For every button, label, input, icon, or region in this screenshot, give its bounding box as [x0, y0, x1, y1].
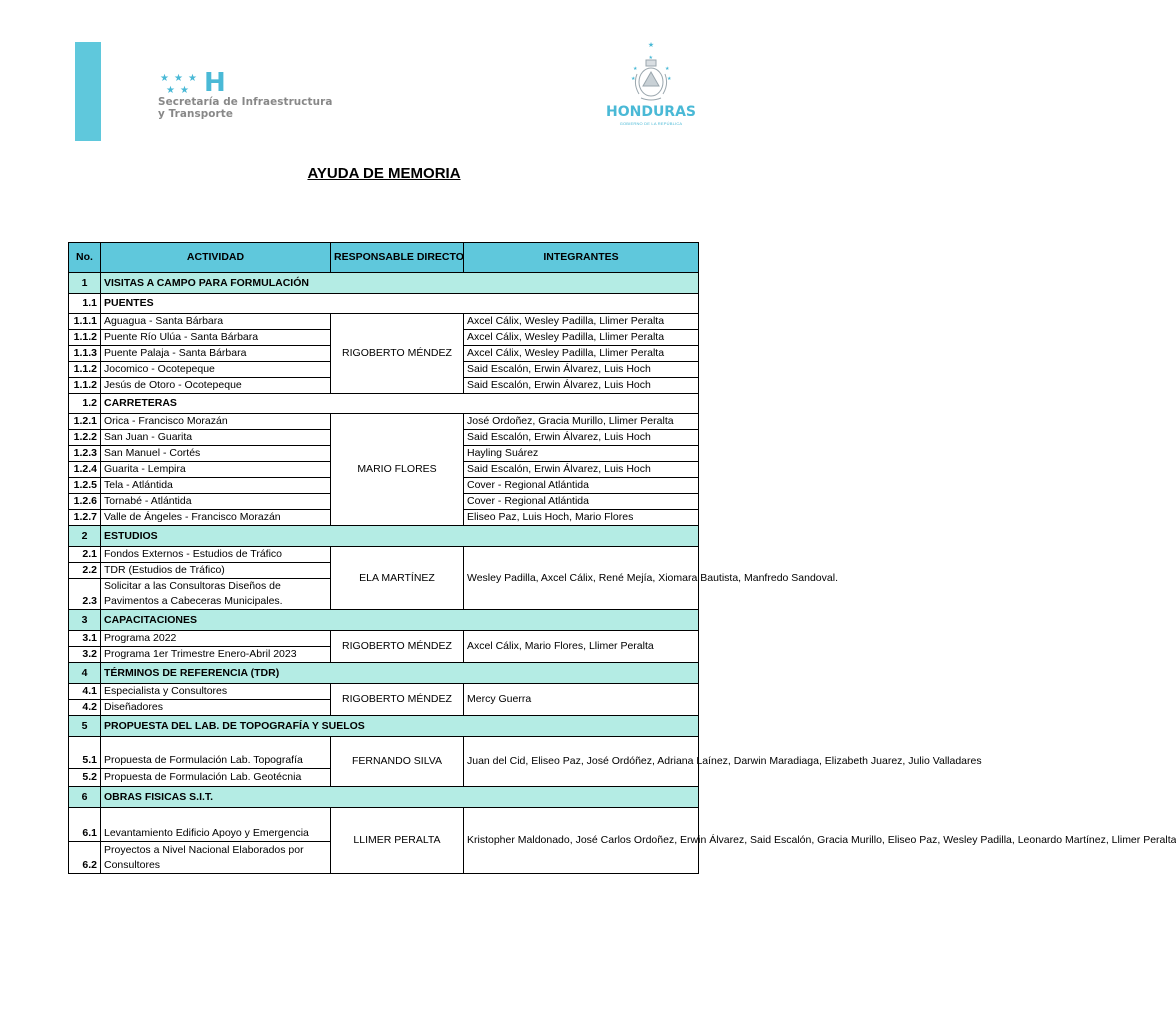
svg-text:★: ★ [633, 66, 638, 72]
col-header-no: No. [69, 243, 101, 273]
row-actividad: Puente Río Ulúa - Santa Bárbara [101, 330, 331, 346]
row-actividad: Jesús de Otoro - Ocotepeque [101, 378, 331, 394]
row-number [69, 579, 101, 595]
row-actividad: Diseñadores [101, 700, 331, 716]
row-integrantes: Said Escalón, Erwin Álvarez, Luis Hoch [464, 462, 699, 478]
honduras-wordmark: HONDURAS [605, 104, 697, 120]
row-responsable: RIGOBERTO MÉNDEZ [331, 631, 464, 663]
svg-text:★: ★ [631, 76, 636, 82]
row-actividad: Levantamiento Edificio Apoyo y Emergencia [101, 808, 331, 842]
section-title: TÉRMINOS DE REFERENCIA (TDR) [101, 663, 699, 684]
section-number: 1 [69, 273, 101, 294]
row-actividad [101, 842, 331, 874]
row-number: 4.2 [69, 700, 101, 716]
table-row [69, 414, 699, 430]
col-header-responsable: RESPONSABLE DIRECTO [331, 243, 464, 273]
sit-logo [158, 70, 388, 122]
row-actividad: San Manuel - Cortés [101, 446, 331, 462]
table-row [69, 631, 699, 647]
row-actividad: Tornabé - Atlántida [101, 494, 331, 510]
row-actividad: Jocomico - Ocotepeque [101, 362, 331, 378]
row-number: 1.2.7 [69, 510, 101, 526]
row-number: 3.2 [69, 647, 101, 663]
coat-of-arms-icon [629, 54, 673, 104]
table-row [69, 737, 699, 769]
section-number: 5 [69, 716, 101, 737]
section-title: VISITAS A CAMPO PARA FORMULACIÓN [101, 273, 699, 294]
section-title: OBRAS FISICAS S.I.T. [101, 787, 699, 808]
row-actividad: Programa 1er Trimestre Enero-Abril 2023 [101, 647, 331, 663]
row-number: 2.2 [69, 563, 101, 579]
row-number: 3.1 [69, 631, 101, 647]
table-row [69, 547, 699, 563]
row-actividad: Fondos Externos - Estudios de Tráfico [101, 547, 331, 563]
row-responsable: FERNANDO SILVA [331, 737, 464, 787]
section-row [69, 716, 699, 737]
row-integrantes: Axcel Cálix, Mario Flores, Llimer Peralta [464, 631, 699, 663]
row-responsable: MARIO FLORES [331, 414, 464, 526]
sit-logo-line2: y Transporte [158, 108, 233, 120]
row-actividad: San Juan - Guarita [101, 430, 331, 446]
subsection-row [69, 294, 699, 314]
row-number: 1.2.3 [69, 446, 101, 462]
row-number: 1.2.4 [69, 462, 101, 478]
row-integrantes: Axcel Cálix, Wesley Padilla, Llimer Peralta [464, 346, 699, 362]
row-number: 6.2 [69, 842, 101, 874]
row-responsable: RIGOBERTO MÉNDEZ [331, 314, 464, 394]
row-actividad: Propuesta de Formulación Lab. Topografía [101, 737, 331, 769]
hn-star-icon: ★ [647, 42, 655, 49]
row-number: 5.1 [69, 737, 101, 769]
section-row [69, 663, 699, 684]
row-number: 1.1.2 [69, 378, 101, 394]
section-number: 4 [69, 663, 101, 684]
row-number: 2.3 [69, 594, 101, 610]
sit-h-letter: H [204, 68, 226, 98]
row-number: 1.2.6 [69, 494, 101, 510]
section-row [69, 787, 699, 808]
row-integrantes: Wesley Padilla, Axcel Cálix, René Mejía, Xiomara Bautista, Manfredo Sandoval. [464, 547, 699, 610]
row-number: 4.1 [69, 684, 101, 700]
row-integrantes: Mercy Guerra [464, 684, 699, 716]
subsection-title: CARRETERAS [101, 394, 699, 414]
sit-stars-icon: ★ ★ ★ ★ ★ [160, 73, 197, 96]
row-number: 1.2.2 [69, 430, 101, 446]
row-responsable: RIGOBERTO MÉNDEZ [331, 684, 464, 716]
row-number: 1.1.3 [69, 346, 101, 362]
row-actividad: Guarita - Lempira [101, 462, 331, 478]
row-number: 1.1.2 [69, 330, 101, 346]
row-actividad-line2: Consultores [104, 858, 161, 871]
svg-text:★: ★ [667, 76, 672, 82]
row-actividad: Aguagua - Santa Bárbara [101, 314, 331, 330]
row-responsable: LLIMER PERALTA [331, 808, 464, 874]
row-number: 1.1.2 [69, 362, 101, 378]
section-row [69, 610, 699, 631]
row-integrantes: Axcel Cálix, Wesley Padilla, Llimer Peralta [464, 314, 699, 330]
row-actividad: TDR (Estudios de Tráfico) [101, 563, 331, 579]
sit-logo-text [158, 96, 332, 120]
row-integrantes: Cover - Regional Atlántida [464, 494, 699, 510]
col-header-actividad: ACTIVIDAD [101, 243, 331, 273]
section-title: PROPUESTA DEL LAB. DE TOPOGRAFÍA Y SUELOS [101, 716, 699, 737]
row-number: 2.1 [69, 547, 101, 563]
sit-logo-line1: Secretaría de Infraestructura [158, 96, 333, 108]
row-number: 1.2.5 [69, 478, 101, 494]
row-actividad: Tela - Atlántida [101, 478, 331, 494]
row-actividad: Puente Palaja - Santa Bárbara [101, 346, 331, 362]
table-row [69, 808, 699, 842]
row-integrantes: Said Escalón, Erwin Álvarez, Luis Hoch [464, 378, 699, 394]
subsection-title: PUENTES [101, 294, 699, 314]
row-actividad: Solicitar a las Consultoras Diseños de [101, 579, 331, 595]
row-integrantes: Kristopher Maldonado, José Carlos Ordoñez, Erwin Álvarez, Said Escalón, Gracia Murillo, Eliseo Paz, Wesley Padilla, Leonardo Martínez, Llimer Peralta [464, 808, 699, 874]
row-responsable: ELA MARTÍNEZ [331, 547, 464, 610]
subsection-row [69, 394, 699, 414]
row-actividad: Programa 2022 [101, 631, 331, 647]
svg-text:★: ★ [648, 55, 653, 61]
section-number: 2 [69, 526, 101, 547]
row-actividad: Orica - Francisco Morazán [101, 414, 331, 430]
subsection-number: 1.2 [69, 394, 101, 414]
row-actividad: Pavimentos a Cabeceras Municipales. [101, 594, 331, 610]
honduras-logo [596, 40, 706, 132]
row-integrantes: Axcel Cálix, Wesley Padilla, Llimer Peralta [464, 330, 699, 346]
row-integrantes: Cover - Regional Atlántida [464, 478, 699, 494]
row-actividad: Propuesta de Formulación Lab. Geotécnia [101, 769, 331, 787]
row-actividad: Valle de Ángeles - Francisco Morazán [101, 510, 331, 526]
section-title: CAPACITACIONES [101, 610, 699, 631]
row-number: 1.2.1 [69, 414, 101, 430]
accent-side-bar [75, 42, 101, 141]
row-integrantes: Said Escalón, Erwin Álvarez, Luis Hoch [464, 362, 699, 378]
section-number: 6 [69, 787, 101, 808]
section-row [69, 526, 699, 547]
document-title: AYUDA DE MEMORIA [307, 165, 461, 182]
row-integrantes: Hayling Suárez [464, 446, 699, 462]
row-integrantes: Eliseo Paz, Luis Hoch, Mario Flores [464, 510, 699, 526]
svg-text:★: ★ [665, 66, 670, 72]
col-header-integrantes: INTEGRANTES [464, 243, 699, 273]
table-row [69, 684, 699, 700]
subsection-number: 1.1 [69, 294, 101, 314]
row-actividad-line1: Proyectos a Nivel Nacional Elaborados por [104, 843, 304, 856]
table-row [69, 314, 699, 330]
section-title: ESTUDIOS [101, 526, 699, 547]
table-header-row [69, 243, 699, 273]
section-number: 3 [69, 610, 101, 631]
row-integrantes: José Ordoñez, Gracia Murillo, Llimer Peralta [464, 414, 699, 430]
row-number: 5.2 [69, 769, 101, 787]
honduras-subtitle: GOBIERNO DE LA REPÚBLICA [619, 121, 683, 126]
row-integrantes: Said Escalón, Erwin Álvarez, Luis Hoch [464, 430, 699, 446]
row-integrantes: Juan del Cid, Eliseo Paz, José Ordóñez, Adriana Laínez, Darwin Maradiaga, Elizabeth Juarez, Julio Valladares [464, 737, 699, 787]
row-actividad: Especialista y Consultores [101, 684, 331, 700]
memo-table [68, 242, 1176, 874]
row-number: 1.1.1 [69, 314, 101, 330]
section-row [69, 273, 699, 294]
row-number: 6.1 [69, 808, 101, 842]
